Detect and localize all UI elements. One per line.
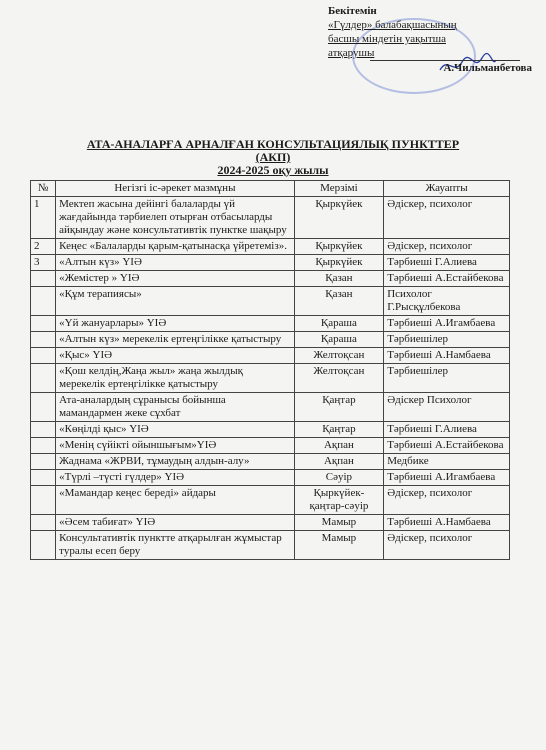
row-content: Консультативтік пунктте атқарылған жұмыстар туралы есеп беру — [56, 531, 294, 560]
table-row — [31, 197, 510, 239]
row-responsible: Тәрбиешілер — [384, 364, 510, 393]
row-responsible: Тәрбиеші А.Намбаева — [384, 348, 510, 364]
row-number — [31, 515, 56, 531]
table-row — [31, 271, 510, 287]
header-num: № — [31, 181, 56, 197]
header-resp: Жауапты — [384, 181, 510, 197]
row-deadline: Қыркүйек — [294, 197, 384, 239]
table-row — [31, 316, 510, 332]
row-content: «Жемістер » ҮІӘ — [56, 271, 294, 287]
row-number — [31, 348, 56, 364]
row-number — [31, 438, 56, 454]
row-content: «Менің сүйікті ойыншығым»ҮІӘ — [56, 438, 294, 454]
table-row — [31, 438, 510, 454]
row-responsible: Тәрбиеші А.Намбаева — [384, 515, 510, 531]
approval-signer: А.Чильманбетова — [443, 62, 532, 74]
row-responsible: Психолог Г.Рысқұлбекова — [384, 287, 510, 316]
row-responsible: Тәрбиеші Г.Алиева — [384, 255, 510, 271]
row-deadline: Қараша — [294, 316, 384, 332]
row-responsible: Әдіскер, психолог — [384, 486, 510, 515]
table-header-row — [31, 181, 510, 197]
row-number — [31, 531, 56, 560]
header-when: Мерзімі — [294, 181, 384, 197]
table-row — [31, 454, 510, 470]
approval-line-2: басшы міндетін уақытша — [328, 33, 446, 45]
row-content: «Көңілді қыс» ҮІӘ — [56, 422, 294, 438]
row-responsible: Тәрбиеші А.Естайбекова — [384, 271, 510, 287]
row-deadline: Мамыр — [294, 515, 384, 531]
table-row — [31, 515, 510, 531]
row-deadline: Қыркүйек — [294, 239, 384, 255]
row-content: Кеңес «Балаларды қарым-қатынасқа үйретеміз». — [56, 239, 294, 255]
row-number — [31, 454, 56, 470]
title-line-2: (АКП) — [255, 150, 291, 164]
table-row — [31, 364, 510, 393]
row-deadline: Желтоқсан — [294, 348, 384, 364]
schedule-table — [30, 180, 510, 560]
row-content: «Қош келдің,Жаңа жыл» жаңа жылдық мерекелік ертеңгілікке қатыстыру — [56, 364, 294, 393]
row-content: «Қыс» ҮІӘ — [56, 348, 294, 364]
row-deadline: Қыркүйек-қаңтар-сәуір — [294, 486, 384, 515]
row-deadline: Қаңтар — [294, 422, 384, 438]
table-row — [31, 287, 510, 316]
row-responsible: Тәрбиеші А.Игамбаева — [384, 316, 510, 332]
row-number — [31, 470, 56, 486]
approval-line-3: атқарушы — [328, 47, 375, 59]
row-deadline: Сәуір — [294, 470, 384, 486]
table-row — [31, 332, 510, 348]
table-row — [31, 239, 510, 255]
row-deadline: Ақпан — [294, 438, 384, 454]
row-responsible: Әдіскер Психолог — [384, 393, 510, 422]
row-content: «Құм терапиясы» — [56, 287, 294, 316]
title-line-1: АТА-АНАЛАРҒА АРНАЛҒАН КОНСУЛЬТАЦИЯЛЫҚ ПУНКТТЕР — [86, 137, 460, 151]
approval-line-1: «Гүлдер» балабақшасының — [328, 19, 457, 31]
row-content: «Мамандар кеңес береді» айдары — [56, 486, 294, 515]
row-responsible: Әдіскер, психолог — [384, 239, 510, 255]
row-deadline: Қыркүйек — [294, 255, 384, 271]
row-responsible: Әдіскер, психолог — [384, 531, 510, 560]
table-row — [31, 393, 510, 422]
row-content: Жаднама «ЖРВИ, тұмаудың алдын-алу» — [56, 454, 294, 470]
row-deadline: Қазан — [294, 271, 384, 287]
row-deadline: Желтоқсан — [294, 364, 384, 393]
table-row — [31, 486, 510, 515]
row-number — [31, 486, 56, 515]
row-content: «Түрлі –түсті гүлдер» ҮІӘ — [56, 470, 294, 486]
row-number — [31, 316, 56, 332]
row-deadline: Қаңтар — [294, 393, 384, 422]
row-responsible: Медбике — [384, 454, 510, 470]
title-line-3: 2024-2025 оқу жылы — [217, 163, 329, 177]
table-row — [31, 531, 510, 560]
row-content: «Әсем табиғат» ҮІӘ — [56, 515, 294, 531]
row-content: «Үй жануарлары» ҮІӘ — [56, 316, 294, 332]
row-responsible: Әдіскер, психолог — [384, 197, 510, 239]
document-title — [0, 138, 546, 177]
table-row — [31, 470, 510, 486]
row-number — [31, 287, 56, 316]
row-number — [31, 393, 56, 422]
row-deadline: Қараша — [294, 332, 384, 348]
row-number: 2 — [31, 239, 56, 255]
row-content: «Алтын күз» ҮІӘ — [56, 255, 294, 271]
row-responsible: Тәрбиешілер — [384, 332, 510, 348]
table-row — [31, 255, 510, 271]
row-number: 1 — [31, 197, 56, 239]
row-number — [31, 271, 56, 287]
row-responsible: Тәрбиеші Г.Алиева — [384, 422, 510, 438]
row-deadline: Ақпан — [294, 454, 384, 470]
row-responsible: Тәрбиеші А.Игамбаева — [384, 470, 510, 486]
row-number: 3 — [31, 255, 56, 271]
row-content: Мектеп жасына дейінгі балаларды үй жағдайында тәрбиелеп отырған отбасыларды айқындау және консультативтік пунктке шақыру — [56, 197, 294, 239]
row-number — [31, 422, 56, 438]
row-number — [31, 332, 56, 348]
row-deadline: Мамыр — [294, 531, 384, 560]
approval-heading: Бекітемін — [328, 5, 377, 17]
row-responsible: Тәрбиеші А.Естайбекова — [384, 438, 510, 454]
row-content: «Алтын күз» мерекелік ертеңгілікке қатыстыру — [56, 332, 294, 348]
table-row — [31, 348, 510, 364]
row-number — [31, 364, 56, 393]
row-content: Ата-аналардың сұранысы бойынша мамандармен жеке сұхбат — [56, 393, 294, 422]
table-row — [31, 422, 510, 438]
row-deadline: Қазан — [294, 287, 384, 316]
approval-block — [328, 4, 538, 75]
header-content: Негізгі іс-әрекет мазмұны — [56, 181, 294, 197]
